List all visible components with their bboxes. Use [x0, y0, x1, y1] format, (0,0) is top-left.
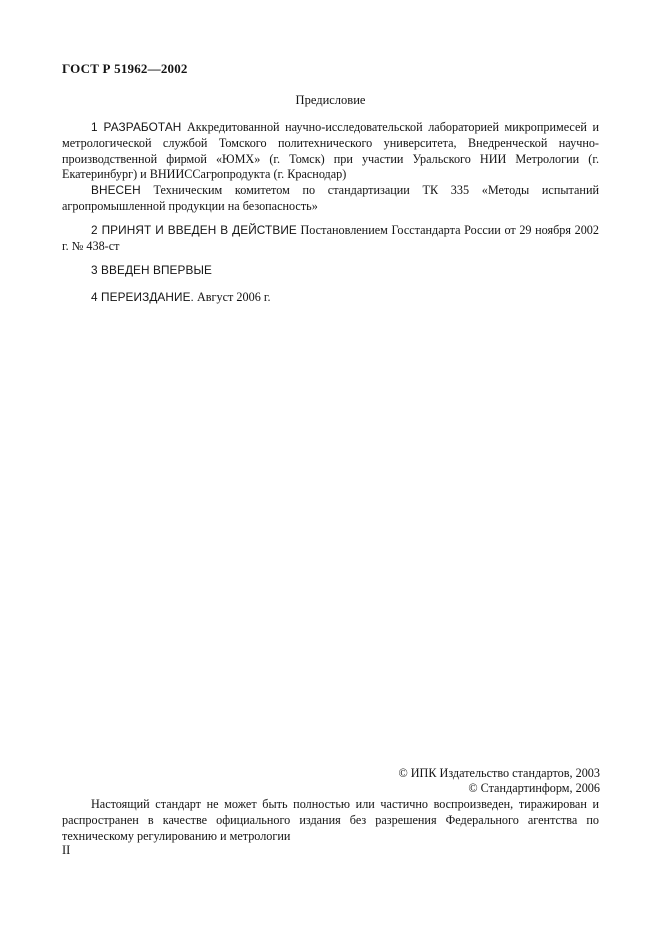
- paragraph-text: Аккредитованной научно-исследовательской лабораторией микропримесей и метрологической службой Томского политехнического университета, Внедренческой научно-производственной фирмой «ЮМХ» (г. Томск) при участии Уральского НИИ Метрологии (г. Екатеринбург) и ВНИИССагропродукта (г. Краснодар): [62, 120, 599, 182]
- paragraph-heading: 4 ПЕРЕИЗДАНИЕ.: [91, 290, 194, 304]
- copyright-line-standartinform: © Стандартинформ, 2006: [468, 781, 600, 795]
- copyright-line-ipk: © ИПК Издательство стандартов, 2003: [398, 766, 600, 780]
- document-code: ГОСТ Р 51962—2002: [62, 61, 188, 76]
- paragraph-text: Август 2006 г.: [193, 290, 271, 304]
- section-title: Предисловие: [295, 93, 366, 107]
- paragraph-text: Техническим комитетом по стандартизации ТК 335 «Методы испытаний агропромышленной продукции на безопасность»: [62, 183, 599, 213]
- paragraph-text: Постановлением Госстандарта России от 29 ноября 2002 г. № 438-ст: [62, 223, 599, 253]
- paragraph-introduced-by: [62, 183, 599, 215]
- paragraph-heading: 3 ВВЕДЕН ВПЕРВЫЕ: [91, 263, 212, 277]
- reproduction-notice: Настоящий стандарт не может быть полностью или частично воспроизведен, тиражирован и распространен в качестве официального издания без разрешения Федерального агентства по техническому регулированию и метрологии: [62, 797, 599, 843]
- paragraph-reissue: [62, 290, 599, 306]
- paragraph-heading: 1 РАЗРАБОТАН: [91, 120, 182, 134]
- paragraph-heading: ВНЕСЕН: [91, 183, 141, 197]
- page-number: II: [62, 843, 71, 857]
- paragraph-developed-by: [62, 120, 599, 183]
- paragraph-heading: 2 ПРИНЯТ И ВВЕДЕН В ДЕЙСТВИЕ: [91, 223, 297, 237]
- paragraph-adopted: [62, 223, 599, 255]
- paragraph-first-introduced: [62, 263, 599, 279]
